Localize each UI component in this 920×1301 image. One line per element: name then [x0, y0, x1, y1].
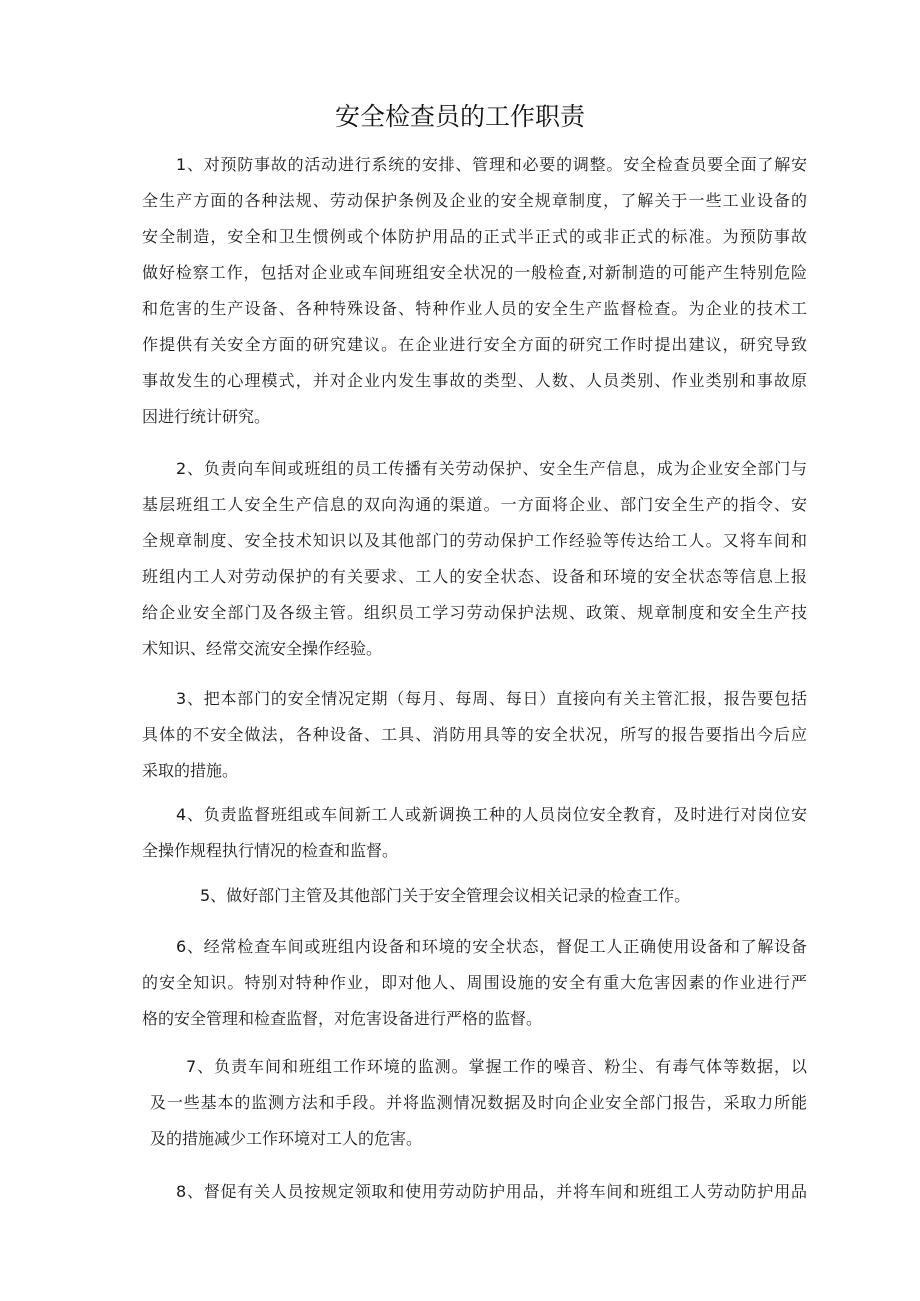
paragraph-line: 3、把本部门的安全情况定期（每月、每周、每日）直接向有关主管汇报，报告要包括 — [176, 689, 807, 708]
paragraph-line: 8、督促有关人员按规定领取和使用劳动防护用品，并将车间和班组工人劳动防护用品 — [176, 1182, 807, 1201]
paragraph-line: 具体的不安全做法，各种设备、工具、消防用具等的安全状况，所写的报告要指出今后应 — [142, 725, 807, 744]
paragraph-line: 4、负责监督班组或车间新工人或新调换工种的人员岗位安全教育，及时进行对岗位安 — [176, 805, 807, 824]
paragraph-line: 2、负责向车间或班组的员工传播有关劳动保护、安全生产信息，成为企业安全部门与 — [176, 459, 807, 478]
paragraph-line: 术知识、经常交流安全操作经验。 — [142, 639, 383, 658]
paragraph-line: 和危害的生产设备、各种特殊设备、特种作业人员的安全生产监督检查。为企业的技术工 — [142, 299, 807, 318]
paragraph-line: 1、对预防事故的活动进行系统的安排、管理和必要的调整。安全检查员要全面了解安 — [176, 155, 807, 174]
paragraph-1 — [142, 147, 807, 435]
paragraph-line: 及一些基本的监测方法和手段。并将监测情况数据及时向企业安全部门报告，采取力所能 — [150, 1093, 807, 1112]
paragraph-6 — [142, 929, 807, 1037]
paragraph-line: 安全制造，安全和卫生惯例或个体防护用品的正式半正式的或非正式的标准。为预防事故 — [142, 227, 807, 246]
paragraph-line: 5、做好部门主管及其他部门关于安全管理会议相关记录的检查工作。 — [200, 886, 691, 905]
paragraph-line: 全规章制度、安全技术知识以及其他部门的劳动保护工作经验等传达给工人。又将车间和 — [142, 531, 807, 550]
paragraph-line: 格的安全管理和检查监督，对危害设备进行严格的监督。 — [142, 1009, 543, 1028]
paragraph-line: 全生产方面的各种法规、劳动保护条例及企业的安全规章制度，了解关于一些工业设备的 — [142, 191, 807, 210]
paragraph-line: 及的措施减少工作环境对工人的危害。 — [150, 1129, 423, 1148]
paragraph-line: 班组内工人对劳动保护的有关要求、工人的安全状态、设备和环境的安全状态等信息上报 — [142, 567, 807, 586]
paragraph-line: 作提供有关安全方面的研究建议。在企业进行安全方面的研究工作时提出建议，研究导致 — [142, 335, 807, 354]
paragraph-7 — [142, 1049, 807, 1157]
paragraph-line: 全操作规程执行情况的检查和监督。 — [142, 841, 399, 860]
paragraph-line: 6、经常检查车间或班组内设备和环境的安全状态，督促工人正确使用设备和了解设备 — [176, 937, 807, 956]
paragraph-line: 的安全知识。特别对特种作业，即对他人、周围设施的安全有重大危害因素的作业进行严 — [142, 973, 807, 992]
paragraph-line: 7、负责车间和班组工作环境的监测。掌握工作的噪音、粉尘、有毒气体等数据，以 — [186, 1057, 807, 1076]
document-title: 安全检查员的工作职责 — [334, 102, 585, 131]
paragraph-line: 事故发生的心理模式，并对企业内发生事故的类型、人数、人员类别、作业类别和事故原 — [142, 371, 807, 390]
paragraph-line: 基层班组工人安全生产信息的双向沟通的渠道。一方面将企业、部门安全生产的指令、安 — [142, 495, 807, 514]
paragraph-line: 给企业安全部门及各级主管。组织员工学习劳动保护法规、政策、规章制度和安全生产技 — [142, 603, 807, 622]
paragraph-line: 因进行统计研究。 — [142, 407, 271, 426]
paragraph-line: 做好检察工作，包括对企业或车间班组安全状况的一般检查,对新制造的可能产生特别危险 — [142, 263, 807, 282]
paragraph-8 — [142, 1174, 807, 1210]
paragraph-2 — [142, 451, 807, 667]
paragraph-line: 采取的措施。 — [142, 761, 239, 780]
paragraph-4 — [142, 797, 807, 869]
paragraph-3 — [142, 681, 807, 789]
paragraph-5 — [142, 878, 807, 914]
